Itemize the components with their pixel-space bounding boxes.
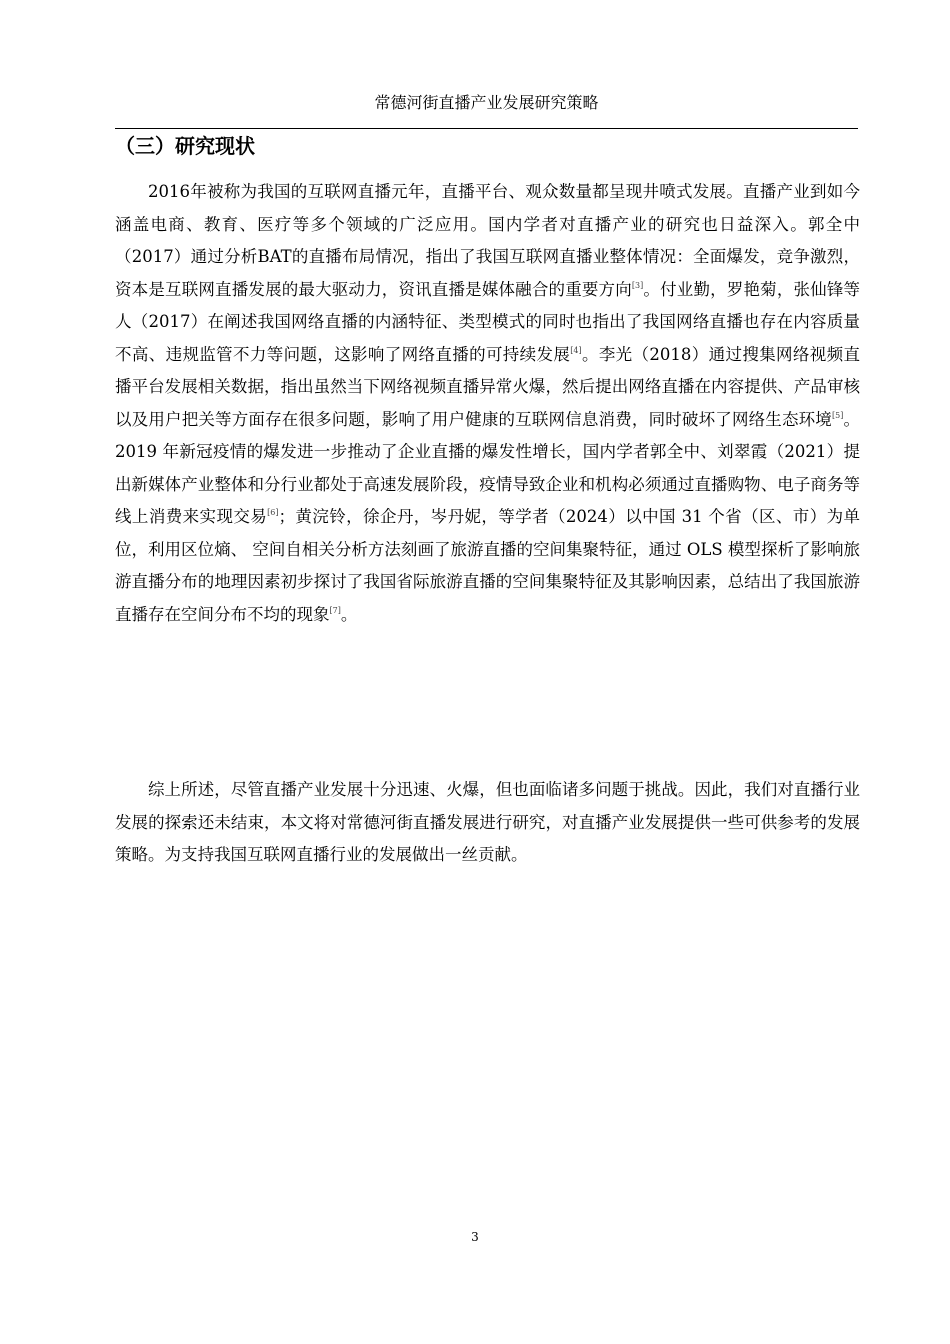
research-status-paragraph — [115, 176, 860, 631]
summary-paragraph: 综上所述，尽管直播产业发展十分迅速、火爆，但也面临诸多问题于挑战。因此，我们对直播行业发展的探索还未结束，本文将对常德河街直播发展进行研究，对直播产业发展提供一些可供参考的发展策略。为支持我国互联网直播行业的发展做出一丝贡献。 — [115, 780, 860, 864]
citation-ref-4: [4] — [570, 345, 582, 355]
paragraph-text: 。李光（2018）通过搜集网络视频直播平台发展相关数据，指出虽然当下网络视频直播异常火爆，然后提出网络直播在内容提供、产品审核以及用户把关等方面存在很多问题，影响了用户健康的互联网信息消费，同时破坏了网络生态环境 — [115, 344, 860, 429]
section-heading: （三）研究现状 — [115, 134, 255, 158]
page-number: 3 — [471, 1230, 479, 1244]
header-title: 常德河街直播产业发展研究策略 — [374, 93, 599, 112]
paragraph-text: 。 — [340, 604, 358, 624]
paragraph-text: 2016年被称为我国的互联网直播元年，直播平台、观众数量都呈现井喷式发展。直播产业到如今涵盖电商、教育、医疗等多个领域的广泛应用。国内学者对直播产业的研究也日益深入。郭全中（2017）通过分析BAT的直播布局情况，指出了我国互联网直播业整体情况：全面爆发，竞争激烈，资本是互联网直播发展的最大驱动力，资讯直播是媒体融合的重要方向 — [115, 182, 860, 299]
citation-ref-3: [3] — [631, 280, 644, 290]
paragraph-text: 。付业勤，罗艳菊，张仙锋等人（2017）在阐述我国网络直播的内涵特征、类型模式的同时也指出了我国网络直播也存在内容质量不高、违规监管不力等问题，这影响了网络直播的可持续发展 — [115, 279, 861, 364]
citation-ref-6: [6] — [267, 508, 279, 517]
paragraph-text: 。2019 年新冠疫情的爆发进一步推动了企业直播的爆发性增长，国内学者郭全中、刘翠霞（2021）提出新媒体产业整体和分行业都处于高速发展阶段，疫情导致企业和机构必须通过直播购物、电子商务等线上消费来实现交易 — [115, 409, 861, 526]
citation-ref-5: [5] — [831, 410, 844, 420]
citation-ref-7: [7] — [329, 605, 341, 615]
running-header — [115, 92, 858, 129]
paragraph-text: ；黄浣铃，徐企丹，岑丹妮，等学者（2024）以中国 31 个省（区、市）为单位，利用区位熵、 空间自相关分析方法刻画了旅游直播的空间集聚特征，通过 OLS 模型探析了影响旅游直播分布的地理因素初步探讨了我国省际旅游直播的空间集聚特征及其影响因素，总结出了我国旅游直播存在空间分布不均的现象 — [115, 507, 861, 624]
